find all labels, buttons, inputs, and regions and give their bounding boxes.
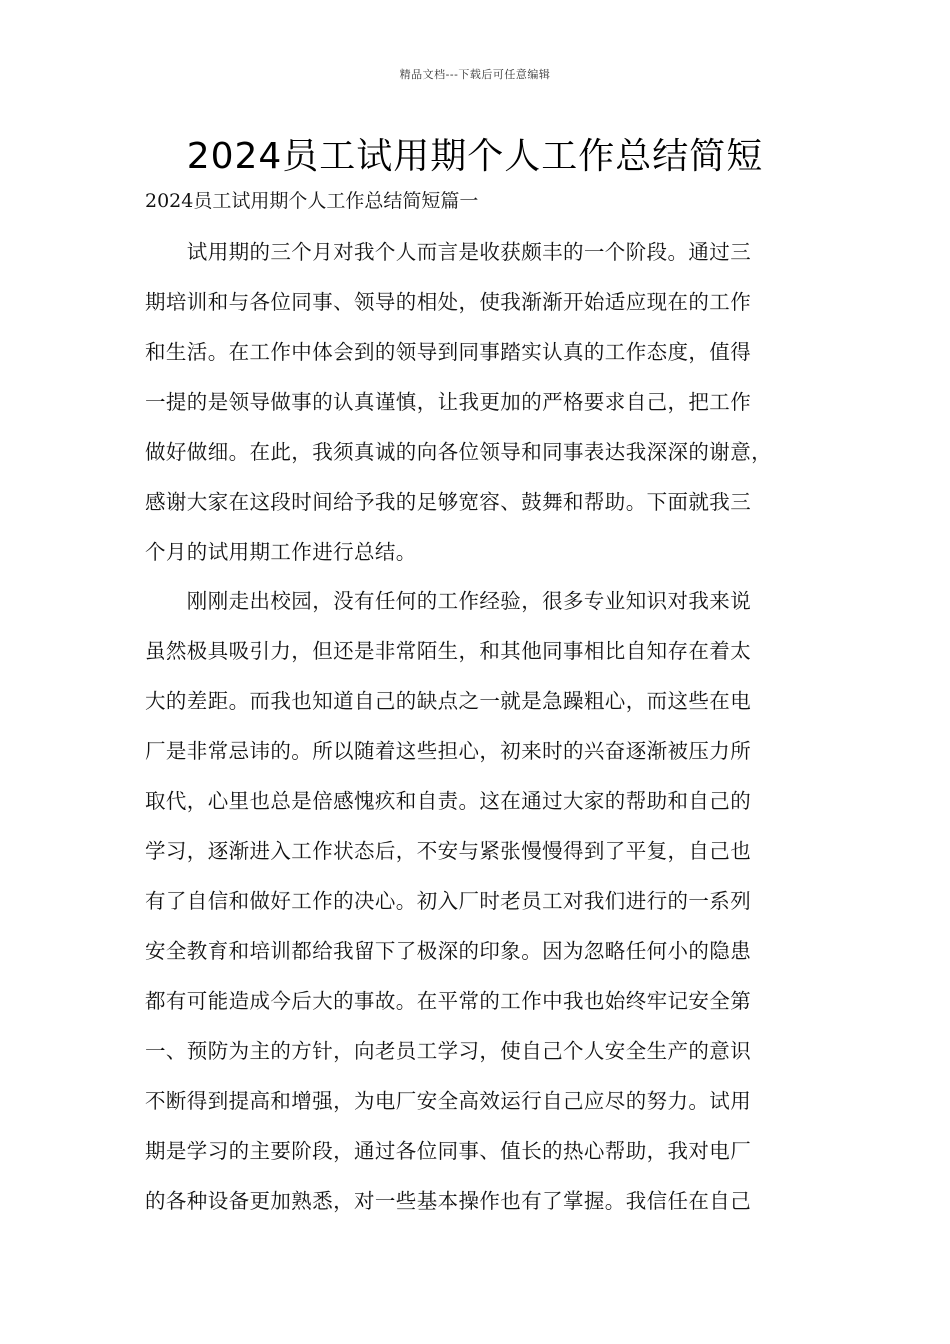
paragraph-line: 不断得到提高和增强，为电厂安全高效运行自己应尽的努力。试用 bbox=[145, 1089, 752, 1113]
paragraph-2 bbox=[145, 576, 825, 1226]
paragraph-line: 都有可能造成今后大的事故。在平常的工作中我也始终牢记安全第 bbox=[145, 989, 752, 1013]
paragraph-line: 试用期的三个月对我个人而言是收获颇丰的一个阶段。通过三 bbox=[145, 240, 752, 264]
paragraph-line: 虽然极具吸引力，但还是非常陌生，和其他同事相比自知存在着太 bbox=[145, 639, 752, 663]
paragraph-line: 有了自信和做好工作的决心。初入厂时老员工对我们进行的一系列 bbox=[145, 889, 752, 913]
paragraph-line: 做好做细。在此，我须真诚的向各位领导和同事表达我深深的谢意， bbox=[145, 440, 772, 464]
paragraph-line: 感谢大家在这段时间给予我的足够宽容、鼓舞和帮助。下面就我三 bbox=[145, 490, 752, 514]
header-note: 精品文档---下载后可任意编辑 bbox=[399, 68, 551, 81]
section-heading: 2024员工试用期个人工作总结简短篇一 bbox=[145, 190, 479, 212]
paragraph-line: 安全教育和培训都给我留下了极深的印象。因为忽略任何小的隐患 bbox=[145, 939, 752, 963]
paragraph-line: 大的差距。而我也知道自己的缺点之一就是急躁粗心，而这些在电 bbox=[145, 689, 752, 713]
paragraph-line: 一提的是领导做事的认真谨慎，让我更加的严格要求自己，把工作 bbox=[145, 390, 752, 414]
document-title: 2024员工试用期个人工作总结简短 bbox=[186, 136, 764, 177]
paragraph-1 bbox=[145, 227, 825, 577]
paragraph-line: 个月的试用期工作进行总结。 bbox=[145, 540, 417, 564]
paragraph-line: 一、预防为主的方针，向老员工学习，使自己个人安全生产的意识 bbox=[145, 1039, 752, 1063]
paragraph-line: 刚刚走出校园，没有任何的工作经验，很多专业知识对我来说 bbox=[145, 589, 752, 613]
paragraph-line: 取代，心里也总是倍感愧疚和自责。这在通过大家的帮助和自己的 bbox=[145, 789, 752, 813]
paragraph-line: 的各种设备更加熟悉，对一些基本操作也有了掌握。我信任在自己 bbox=[145, 1189, 752, 1213]
paragraph-line: 期培训和与各位同事、领导的相处，使我渐渐开始适应现在的工作 bbox=[145, 290, 752, 314]
paragraph-line: 学习，逐渐进入工作状态后，不安与紧张慢慢得到了平复，自己也 bbox=[145, 839, 752, 863]
paragraph-line: 厂是非常忌讳的。所以随着这些担心，初来时的兴奋逐渐被压力所 bbox=[145, 739, 752, 763]
paragraph-line: 和生活。在工作中体会到的领导到同事踏实认真的工作态度，值得 bbox=[145, 340, 752, 364]
paragraph-line: 期是学习的主要阶段，通过各位同事、值长的热心帮助，我对电厂 bbox=[145, 1139, 752, 1163]
